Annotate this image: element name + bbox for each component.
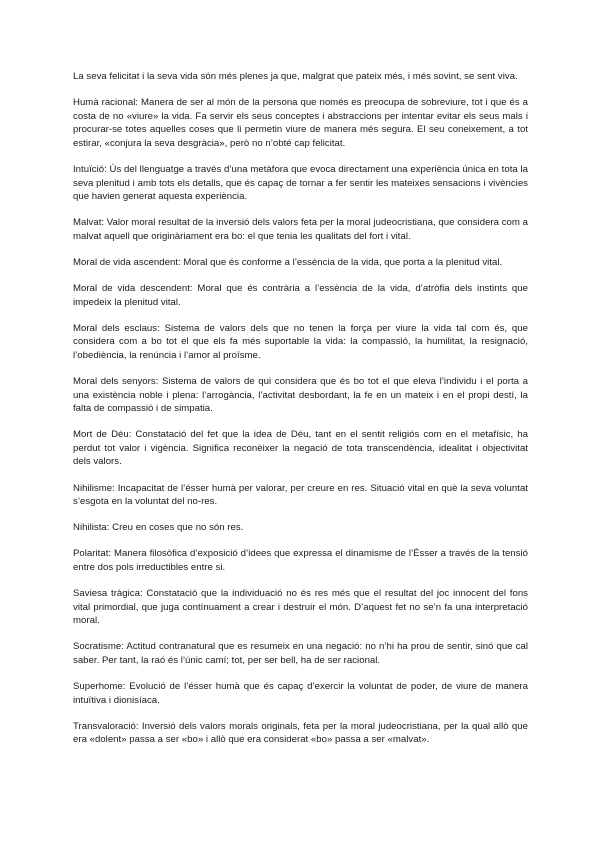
definition-moral-esclaus: Moral dels esclaus: Sistema de valors dels que no tenen la força per viure la vida tal com és, que considera com a bo tot el que els fa més suportable la vida: la compassió, la humilitat, la resignació, l’obediència, la renúncia i l’amor al proïsme. <box>73 322 528 361</box>
definition-moral-vida-descendent: Moral de vida descendent: Moral que és contrària a l’essència de la vida, d’atròfia dels instints que impedeix la plenitud vital. <box>73 283 528 308</box>
definition-huma-racional: Humà racional: Manera de ser al món de la persona que només es preocupa de sobreviure, tot i que és a costa de no «viure» la vida. Fa servir els seus conceptes i abstraccions per intentar evitar els seus mals i procurar-se totes aquelles coses que li permetin viure de manera més segura. El seu coneixement, a tot estirar, «conjura la seva desgràcia», però no n’obté cap felicitat. <box>73 97 528 149</box>
definition-moral-vida-ascendent: Moral de vida ascendent: Moral que és conforme a l’essència de la vida, que porta a la plenitud vital. <box>73 256 503 268</box>
definition-superhome: Superhome: Evolució de l’ésser humà que és capaç d’exercir la voluntat de poder, de viure de manera intuïtiva i dionisíaca. <box>73 681 528 706</box>
definition-nihilisme: Nihilisme: Incapacitat de l’ésser humà per valorar, per creure en res. Situació vital en què la seva voluntat s’esgota en la voluntat del no-res. <box>73 482 528 508</box>
document-page <box>73 70 528 759</box>
paragraph-intro: La seva felicitat i la seva vida són més plenes ja que, malgrat que pateix més, i més sovint, se sent viva. <box>73 71 518 82</box>
definition-malvat: Malvat: Valor moral resultat de la inversió dels valors feta per la moral judeocristiana, que considera com a malvat aquell que originàriament era bo: el que tenia les qualitats del fort i vital. <box>73 217 528 242</box>
definition-socratisme: Socratisme: Actitud contranatural que es resumeix en una negació: no n’hi ha prou de sentir, sinó que cal saber. Per tant, la raó és l’únic camí; tot, per ser bell, ha de ser racional. <box>73 641 528 666</box>
definition-moral-senyors: Moral dels senyors: Sistema de valors de qui considera que és bo tot el que eleva l’individu i el porta a una existència noble i plena: l’arrogància, l’activitat desbordant, la fe en un mateix i en el propi destí, la falta de compassió i de simpatia. <box>73 376 528 415</box>
definition-transvaloracio: Transvaloració: Inversió dels valors morals originals, feta per la moral judeocristiana, per la qual allò que era «dolent» passa a ser «bo» i allò que era considerat «bo» passa a ser «malvat». <box>73 720 528 746</box>
definition-saviesa-tragica: Saviesa tràgica: Constatació que la individuació no és res més que el resultat del joc innocent del fons vital primordial, que juga contínuament a crear i destruir el món. D’aquest fet no se’n fa una interpretació moral. <box>73 588 528 627</box>
definition-polaritat: Polaritat: Manera filosòfica d’exposició d’idees que expressa el dinamisme de l’Ésser a través de la tensió entre dos pols irreductibles entre si. <box>73 548 528 573</box>
definition-mort-de-deu: Mort de Déu: Constatació del fet que la idea de Déu, tant en el sentit religiós com en el metafísic, ha perdut tot valor i vigència. Significa reconèixer la negació de tota transcendència, idealitat i objectivitat dels valors. <box>73 429 528 468</box>
definition-nihilista: Nihilista: Creu en coses que no són res. <box>73 522 244 534</box>
definition-intuicio: Intuïció: Ús del llenguatge a través d’una metàfora que evoca directament una experiència única en tota la seva plenitud i amb tots els detalls, que és capaç de tornar a fer sentir les mateixes sensacions i vivències que havien generat aquesta experiència. <box>73 163 528 203</box>
